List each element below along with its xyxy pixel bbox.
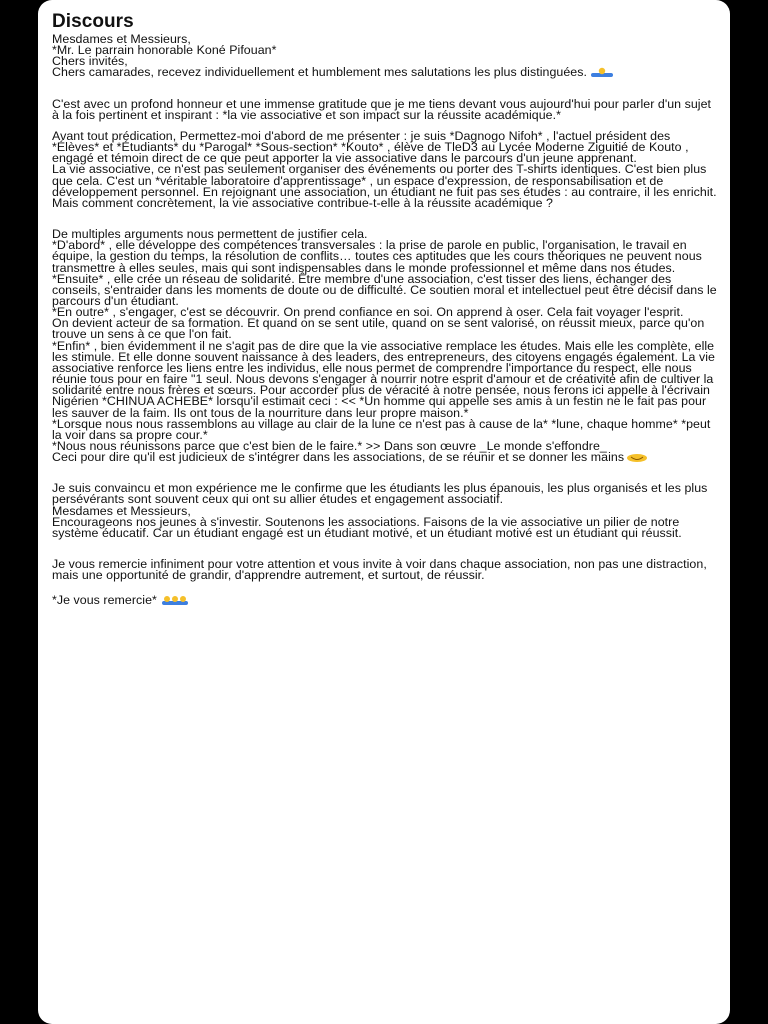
speech-line-text: De multiples arguments nous permettent de justifier cela. bbox=[52, 227, 368, 242]
paragraph-spacer bbox=[52, 581, 718, 591]
speech-document bbox=[38, 0, 730, 607]
speech-line-text: Mesdames et Messieurs, bbox=[52, 503, 191, 518]
smiling-face-emoji bbox=[624, 450, 648, 464]
speech-line-text: Je suis convaincu et mon expérience me le confirme que les étudiants les plus épanouis, les plus organisés et les plus persévérants sont souvent ceux qui ont su allier études et engagement associatif. bbox=[52, 481, 708, 507]
speech-line bbox=[52, 452, 718, 463]
speech-line-text: Mesdames et Messieurs, bbox=[52, 32, 191, 46]
speech-line-text: *Enfin* , bien évidemment il ne s'agit pas de dire que la vie associative remplace les études. Mais elle les complète, elle les stimule. Et elle donne souvent naissance à des leaders, des entrepreneurs, des citoyens engagés également. La vie associative renforce les liens entre les individus, elle nous permet de comprendre l'importance du respect, elle nous réunie tous pour en faire "1 seul. Nous devons s'engager à nourrir notre esprit d'amour et de créativité afin de cultiver la solidarité entre nous frères et sœurs. Pour accorder plus de véracité à notre pensée, nous ferons ici appelle à l'écrivain Nigérien *CHINUA ACHEBE* lorsqu'il estimait ceci : << *Un homme qui appelle ses amis à un festin ne le fait pas pour les sauver de la faim. Ils ont tous de la nourriture dans leur propre maison.* bbox=[52, 338, 715, 420]
paragraph-spacer bbox=[52, 463, 718, 483]
speech-line bbox=[52, 338, 718, 420]
speech-line bbox=[52, 67, 718, 78]
speech-line bbox=[52, 128, 718, 166]
speech-line-text: *Nous nous réunissons parce que c'est bien de le faire.* >> Dans son œuvre _Le monde s'effondre_ bbox=[52, 439, 607, 453]
speech-line-text: *En outre* , s'engager, c'est se découvrir. On prend confiance en soi. On apprend à oser. Cela fait voyager l'esprit. bbox=[52, 305, 684, 320]
speech-line-text: Mais comment concrètement, la vie associative contribue-t-elle à la réussite académique ? bbox=[52, 195, 553, 210]
speech-body bbox=[52, 34, 718, 591]
speech-line-text: Encourageons nos jeunes à s'investir. Soutenons les associations. Faisons de la vie associative un pilier de notre système éducatif. Car un étudiant engagé est un étudiant motivé, et un étudiant motivé est un étudiant qui réussit. bbox=[52, 514, 682, 540]
speech-line-text: Ceci pour dire qu'il est judicieux de s'intégrer dans les associations, de se réunir et se donner les mains bbox=[52, 450, 625, 465]
raised-hands-emoji bbox=[587, 65, 615, 79]
speech-line bbox=[52, 271, 718, 308]
closing-line bbox=[52, 595, 718, 606]
speech-line bbox=[52, 416, 718, 442]
speech-line bbox=[52, 195, 718, 210]
speech-line bbox=[52, 514, 718, 540]
speech-line-text: Chers camarades, recevez individuellement et humblement mes salutations les plus distinguées. bbox=[52, 65, 587, 80]
speech-line-text: *Mr. Le parrain honorable Koné Pifouan* bbox=[52, 43, 277, 58]
document-page bbox=[38, 0, 730, 1024]
paragraph-spacer bbox=[52, 539, 718, 559]
speech-line-text: On devient acteur de sa formation. Et quand on se sent utile, quand on se sent valorisé, on réussit mieux, parce qu'on trouve un sens à ce que l'on fait. bbox=[52, 316, 705, 342]
speech-line-text: *Ensuite* , elle crée un réseau de solidarité. Être membre d'une association, c'est tisser des liens, échanger des conseils, s'entraider dans les moments de doute ou de difficulté. Ce soutien moral et intellectuel peut être décisif dans le parcours d'un étudiant. bbox=[52, 271, 717, 308]
speech-line-text: *Lorsque nous nous rassemblons au village au clair de la lune ce n'est pas à cause de la* *lune, chaque homme* *peut la voir dans sa propre cour.* bbox=[52, 416, 711, 442]
speech-line-text: Avant tout prédication, Permettez-moi d'abord de me présenter : je suis *Dagnogo Nifoh* , l'actuel président des *Élèves* et *Étudiants* du *Parogal* *Sous-section* *Kouto* , élève de TleD3 au Lycée Moderne Ziguitié de Kouto , engagé et témoin direct de ce que peut apporter la vie associative dans le parcours d'un jeune apprenant. bbox=[52, 128, 689, 166]
raised-hands-emoji bbox=[162, 595, 188, 605]
speech-line-text: Je vous remercie infiniment pour votre attention et vous invite à voir dans chaque association, non pas une distraction, mais une opportunité de grandir, d'apprendre autrement, et surtout, de réussir. bbox=[52, 557, 707, 583]
speech-line-text: La vie associative, ce n'est pas seulement organiser des événements ou porter des T-shirts identiques. C'est bien plus que cela. C'est un *véritable laboratoire d'apprentissage* , un espace d'expression, de responsabilisation et de développement personnel. En rejoignant une association, un étudiant ne fuit pas ses études : au contraire, il les enrichit. bbox=[52, 162, 717, 199]
speech-line bbox=[52, 96, 718, 122]
speech-line bbox=[52, 240, 718, 273]
speech-line bbox=[52, 559, 718, 581]
closing-text: *Je vous remercie* bbox=[52, 593, 157, 608]
paragraph-spacer bbox=[52, 79, 718, 99]
speech-line bbox=[52, 483, 718, 505]
speech-line-text: C'est avec un profond honneur et une immense gratitude que je me tiens devant vous aujourd'hui pour parler d'un sujet à la fois pertinent et inspirant : *la vie associative et son impact sur la réussite académique.* bbox=[52, 96, 712, 122]
speech-line bbox=[52, 45, 718, 56]
paragraph-spacer bbox=[52, 209, 718, 229]
speech-line bbox=[52, 164, 718, 197]
document-title: Discours bbox=[52, 11, 134, 32]
speech-line-text: *D'abord* , elle développe des compétences transversales : la prise de parole en public, l'organisation, le travail en équipe, la gestion du temps, la résolution de conflits… toutes ces aptitudes que les cours théoriques ne peuvent nous transmettre à elles seules, mais qui sont indispensables dans le monde professionnel et même dans nos études. bbox=[52, 238, 702, 275]
speech-line bbox=[52, 318, 718, 340]
speech-line-text: Chers invités, bbox=[52, 54, 128, 69]
